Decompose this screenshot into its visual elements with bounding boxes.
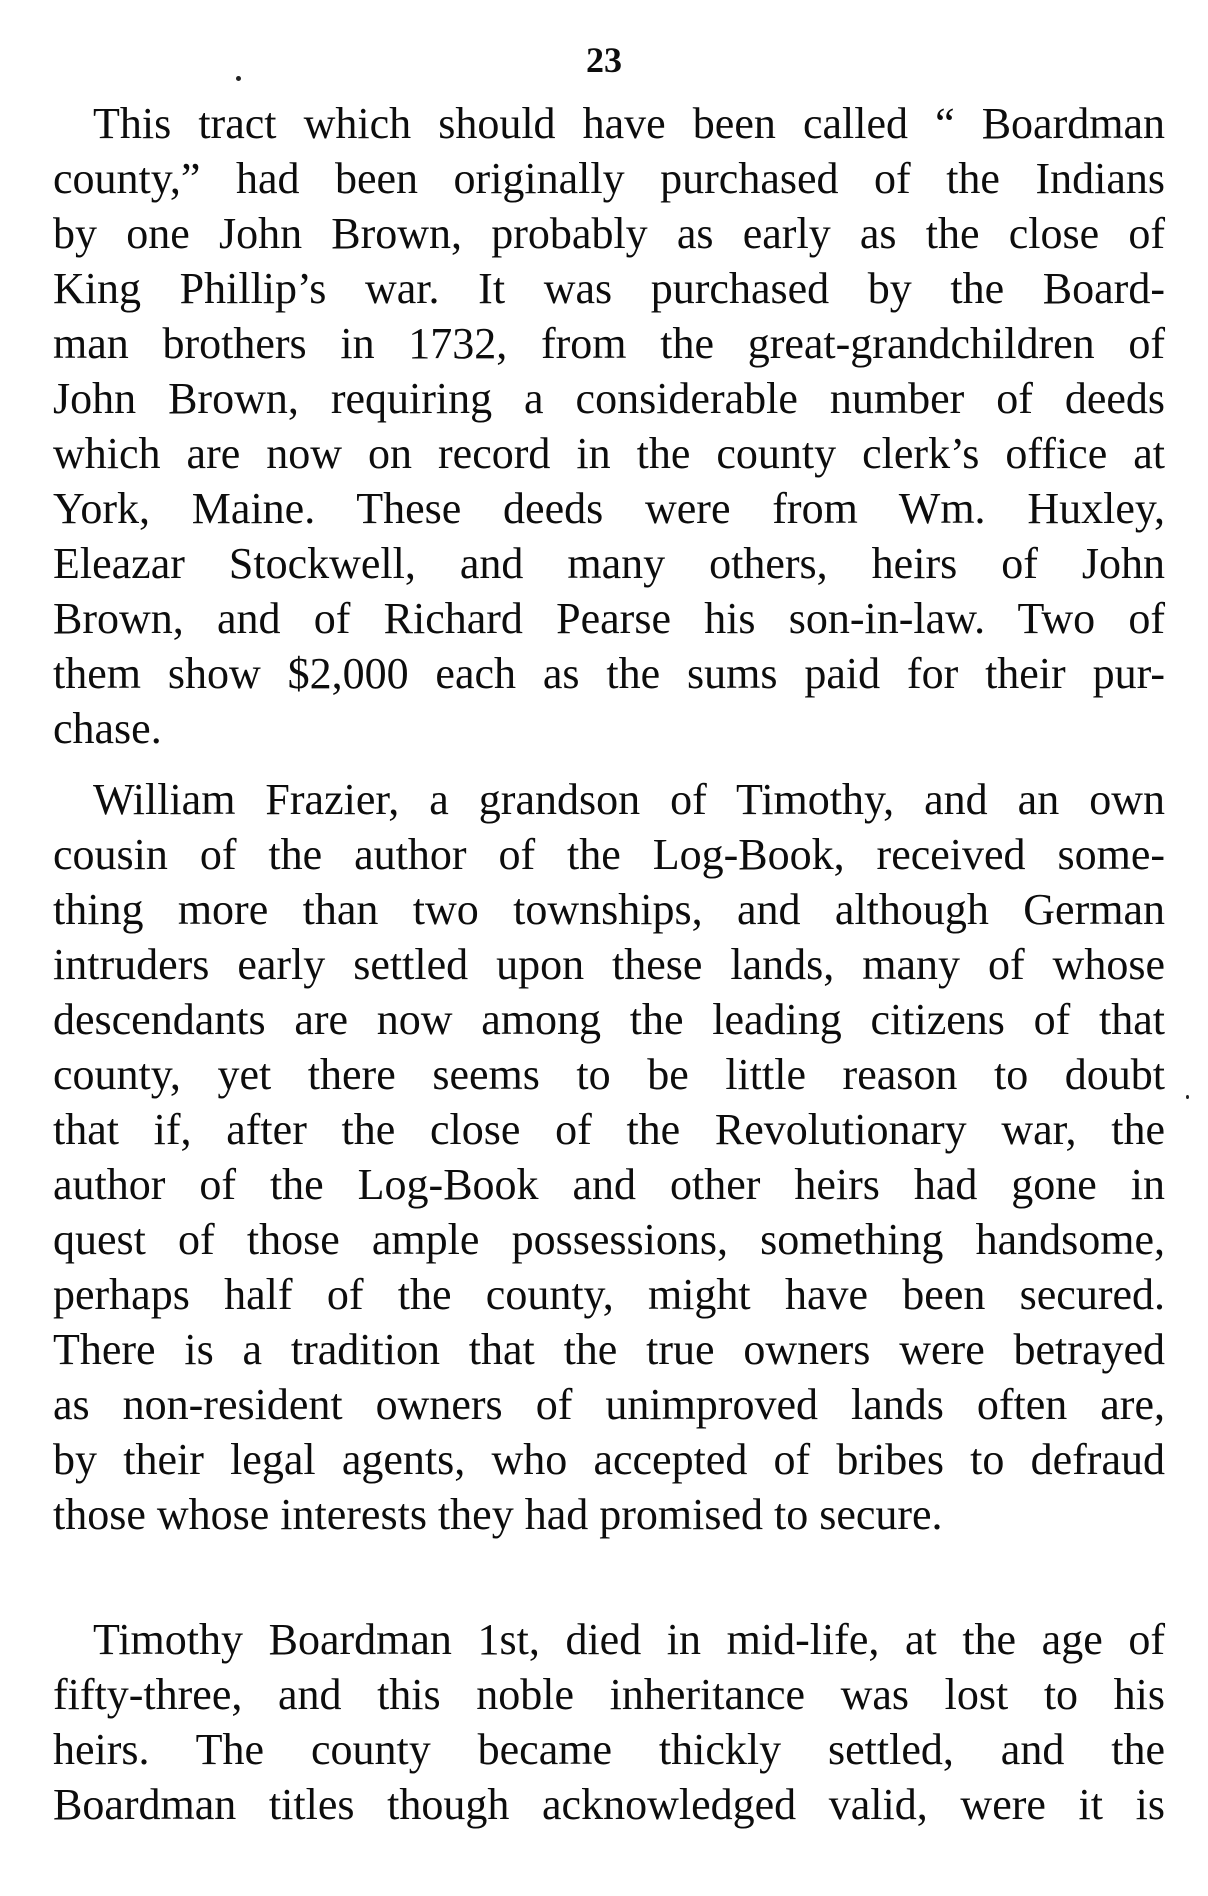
paragraph-3 bbox=[53, 1612, 1165, 1832]
text-line: Brown, and of Richard Pearse his son-in-law. Two of bbox=[53, 594, 1165, 643]
text-line: chase. bbox=[53, 704, 162, 753]
text-line: by one John Brown, probably as early as the close of bbox=[53, 209, 1165, 258]
paragraph-1 bbox=[53, 96, 1165, 756]
text-line: county,” had been originally purchased of the Indians bbox=[53, 154, 1165, 203]
text-line: descendants are now among the leading citizens of that bbox=[53, 995, 1165, 1044]
text-line: Eleazar Stockwell, and many others, heirs of John bbox=[53, 539, 1165, 588]
text-line: Timothy Boardman 1st, died in mid-life, at the age of bbox=[93, 1615, 1165, 1664]
text-line: them show $2,000 each as the sums paid for their pur- bbox=[53, 649, 1165, 698]
text-line: quest of those ample possessions, something handsome, bbox=[53, 1215, 1165, 1264]
text-line: John Brown, requiring a considerable number of deeds bbox=[53, 374, 1165, 423]
text-line: which are now on record in the county clerk’s office at bbox=[53, 429, 1165, 478]
text-line: William Frazier, a grandson of Timothy, and an own bbox=[93, 775, 1165, 824]
text-line: author of the Log-Book and other heirs had gone in bbox=[53, 1160, 1165, 1209]
text-line: cousin of the author of the Log-Book, received some- bbox=[53, 830, 1165, 879]
text-line: perhaps half of the county, might have been secured. bbox=[53, 1270, 1165, 1319]
text-line: man brothers in 1732, from the great-grandchildren of bbox=[53, 319, 1165, 368]
text-line: by their legal agents, who accepted of bribes to defraud bbox=[53, 1435, 1165, 1484]
text-line: those whose interests they had promised to secure. bbox=[53, 1490, 943, 1539]
text-line: county, yet there seems to be little reason to doubt bbox=[53, 1050, 1165, 1099]
text-line: as non-resident owners of unimproved lands often are, bbox=[53, 1380, 1165, 1429]
text-line: York, Maine. These deeds were from Wm. Huxley, bbox=[53, 484, 1165, 533]
text-line: Boardman titles though acknowledged valid, were it is bbox=[53, 1780, 1165, 1829]
text-line: King Phillip’s war. It was purchased by the Board- bbox=[53, 264, 1165, 313]
text-line: thing more than two townships, and although German bbox=[53, 885, 1165, 934]
text-line: heirs. The county became thickly settled, and the bbox=[53, 1725, 1165, 1774]
paragraph-2 bbox=[53, 772, 1165, 1542]
text-line: There is a tradition that the true owners were betrayed bbox=[53, 1325, 1165, 1374]
ink-speck bbox=[236, 76, 241, 81]
text-line: This tract which should have been called “ Boardman bbox=[93, 99, 1165, 148]
page-number: 23 bbox=[586, 40, 622, 80]
ink-speck bbox=[1186, 1095, 1189, 1099]
text-line: fifty-three, and this noble inheritance was lost to his bbox=[53, 1670, 1165, 1719]
text-line: intruders early settled upon these lands, many of whose bbox=[53, 940, 1165, 989]
text-line: that if, after the close of the Revolutionary war, the bbox=[53, 1105, 1165, 1154]
